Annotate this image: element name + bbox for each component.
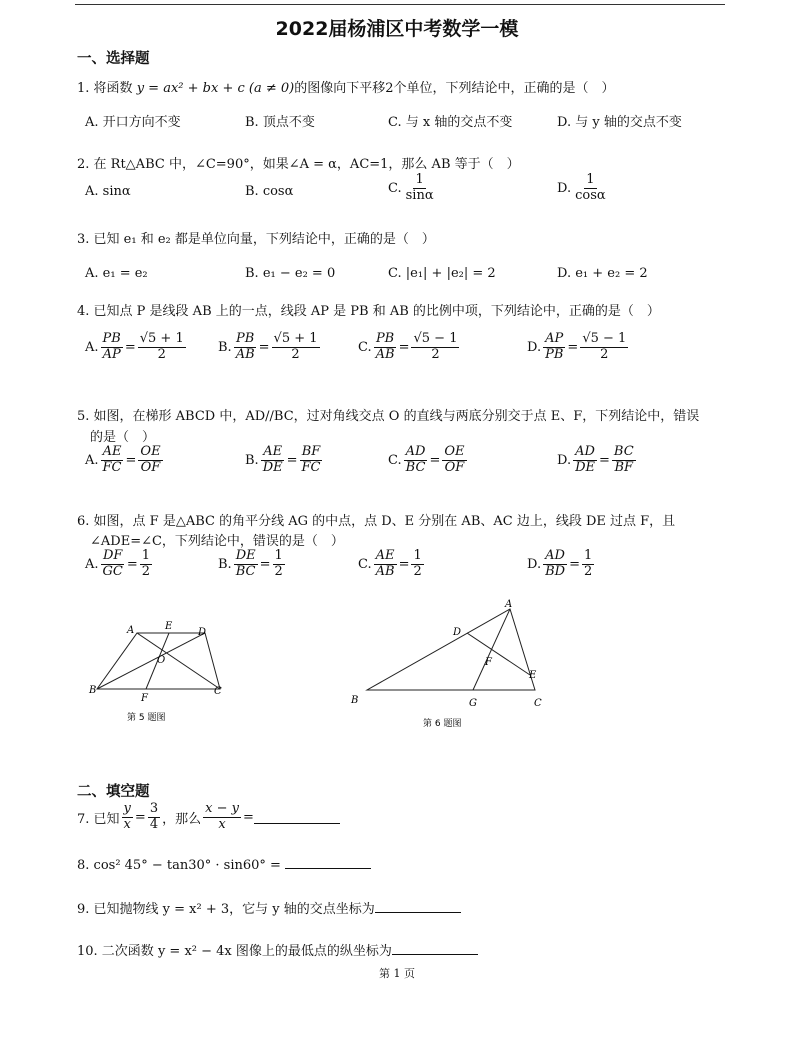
q4-b-n: PB [236,331,255,346]
q4-c-d: AB [375,346,395,362]
q2-d-num: 1 [586,172,595,187]
q6-b-rn: 1 [274,548,283,563]
q5-c-n1: AD [405,444,426,459]
q4-d-n: AP [545,331,564,346]
q4-d-d: PB [545,346,564,362]
fig5-label-a: A [127,625,135,636]
q4-a-d: AP [102,346,121,362]
fig5-label-f: F [141,693,148,704]
question-2: 2. 在 Rt△ABC 中，∠C=90°，如果∠A = α，AC=1，那么 AB 等于（ ） [77,157,520,172]
q7-prefix: 7. 已知 [77,811,120,827]
q1-option-b: B. 顶点不变 [245,115,315,130]
q5-c-label: C. [388,452,402,468]
q6-b-d: BC [235,563,256,579]
fig5-label-c: C [214,686,222,697]
q7-frac2-num: 3 [149,801,159,816]
q2-d-den: cosα [575,187,606,203]
q5-option-c: C. $\frac{AD}{BC}$ = $\frac{OE}{OF}$ [388,444,465,475]
q2-d-label: D. [557,180,572,196]
q1-pre: 将函数 [93,81,133,96]
question-8 [77,856,371,873]
q9-answer-blank[interactable] [375,900,461,913]
q5-b-d1: DE [262,459,283,475]
q5-option-a: A. $\frac{AE}{FC}$ = $\frac{OE}{OF}$ [85,444,161,475]
q8-text: 8. cos² 45° − tan30° · sin60° = [77,858,281,873]
figure-6-triangle [345,595,560,735]
q6-option-a: A. $\frac{DF}{GC}$ = $\frac{1}{2}$ [85,548,151,579]
q4-b-label: B. [218,339,232,355]
q4-a-label: A. [85,339,99,355]
q5-option-b: B. $\frac{AE}{DE}$ = $\frac{BF}{FC}$ [245,444,321,475]
question-10 [77,940,478,959]
q5-b-d2: FC [301,459,321,475]
question-4: 4. 已知点 P 是线段 AB 上的一点，线段 AP 是 PB 和 AB 的比例中项，下列结论中，正确的是（ ） [77,304,660,319]
q4-a-rn: √5 + 1 [139,331,184,346]
fig5-label-o: O [157,655,166,666]
q6-b-label: B. [218,556,232,572]
q7-frac1-den: x [123,816,131,832]
q9-text: 9. 已知抛物线 y = x² + 3，它与 y 轴的交点坐标为 [77,902,375,917]
question-9 [77,898,461,917]
q3-option-d: D. e₁ + e₂ = 2 [557,266,648,281]
fig6-label-f: F [485,657,492,668]
q2-option-c [388,173,438,204]
q6-a-rd: 2 [141,563,151,579]
q6-c-rd: 2 [413,563,422,579]
page-title: 2022届杨浦区中考数学一模 [275,18,519,40]
q6-d-n: AD [545,548,565,563]
q8-answer-blank[interactable] [285,856,371,869]
q6-option-d: D. $\frac{AD}{BD}$ = $\frac{1}{2}$ [527,548,593,579]
q3-option-a: A. e₁ = e₂ [85,266,148,281]
q6-c-d: AB [375,563,395,579]
fig6-label-c: C [534,698,542,709]
question-1 [77,77,614,96]
q4-c-n: PB [375,331,395,346]
q4-d-rd: 2 [600,346,609,362]
fig5-label-b: B [89,685,97,696]
q5-a-label: A. [85,452,99,468]
question-5-line2: 的是（ ） [90,430,156,445]
q1-num: 1. [77,81,90,96]
figure-5-trapezoid [85,615,235,730]
q4-option-d: D. $\frac{AP}{PB}$ = $\frac{√5 - 1}{2}$ [527,331,627,362]
q6-a-rn: 1 [141,548,151,563]
q6-option-c: C. $\frac{AE}{AB}$ = $\frac{1}{2}$ [358,548,422,579]
fig6-label-d: D [453,627,462,638]
q4-option-b: B. $\frac{PB}{AB}$ = $\frac{√5 + 1}{2}$ [218,331,318,362]
q4-b-rn: √5 + 1 [273,331,318,346]
q5-b-n2: BF [301,444,321,459]
section-fill-heading: 二、填空题 [77,784,150,800]
q4-a-n: PB [102,331,121,346]
q5-d-n2: BC [613,444,634,459]
fig6-label-g: G [469,698,477,709]
q1-post: 的图像向下平移2个单位，下列结论中，正确的是（ ） [294,81,615,96]
fig5-label-d: D [198,627,207,638]
page-footer: 第 1 页 [379,967,415,980]
q2-option-b: B. cosα [245,184,294,199]
q6-d-d: BD [545,563,566,579]
q3-option-c: C. |e₁| + |e₂| = 2 [388,266,496,281]
q1-option-c: C. 与 x 轴的交点不变 [388,115,513,130]
q1-func: y = ax² + bx + c (a ≠ 0) [136,81,295,96]
q4-c-rn: √5 − 1 [413,331,458,346]
q4-d-label: D. [527,339,542,355]
q6-option-b: B. $\frac{DE}{BC}$ = $\frac{1}{2}$ [218,548,283,579]
q7-frac3-num: x − y [205,801,239,816]
q4-b-rd: 2 [291,346,300,362]
q1-option-d: D. 与 y 轴的交点不变 [557,115,682,130]
q10-answer-blank[interactable] [392,942,478,955]
q5-d-d1: DE [575,459,596,475]
question-3: 3. 已知 e₁ 和 e₂ 都是单位向量，下列结论中，正确的是（ ） [77,232,435,247]
fig6-label-b: B [351,695,359,706]
q5-c-n2: OE [444,444,465,459]
q2-c-label: C. [388,180,402,196]
q5-a-d2: OF [140,459,161,475]
q7-frac3-den: x [218,816,226,832]
fig6-label-a: A [505,599,513,610]
q4-c-rd: 2 [431,346,440,362]
q5-option-d: D. $\frac{AD}{DE}$ = $\frac{BC}{BF}$ [557,444,634,475]
q7-answer-blank[interactable] [254,811,340,824]
q4-c-label: C. [358,339,372,355]
question-6-line1: 6. 如图，点 F 是△ABC 的角平分线 AG 的中点，点 D、E 分别在 AB、AC 边上，线段 DE 过点 F，且 [77,514,676,529]
q5-a-n2: OE [140,444,161,459]
fig6-triangle-abc [367,609,535,690]
question-6-line2: ∠ADE=∠C，下列结论中，错误的是（ ） [90,534,344,549]
q4-d-rn: √5 − 1 [582,331,627,346]
q5-d-d2: BF [614,459,634,475]
fig5-diagonal-bd [97,633,205,689]
fig6-segment-de [467,633,530,675]
q2-c-den: sinα [405,187,434,203]
section-choice-heading: 一、选择题 [77,51,150,67]
q6-d-rn: 1 [583,548,593,563]
q3-option-b: B. e₁ − e₂ = 0 [245,266,336,281]
q5-b-n1: AE [263,444,283,459]
q6-b-rd: 2 [274,563,283,579]
q6-d-label: D. [527,556,542,572]
fig5-caption: 第 5 题图 [127,713,166,723]
q2-option-d [557,173,610,204]
top-rule [75,4,725,5]
q7-frac1-num: y [123,801,131,816]
q4-b-d: AB [235,346,255,362]
q5-a-d1: FC [102,459,122,475]
q6-a-d: GC [102,563,123,579]
fig5-label-e: E [165,621,173,632]
fig6-label-e: E [529,670,537,681]
fig6-caption: 第 6 题图 [423,719,462,729]
q10-text: 10. 二次函数 y = x² − 4x 图像上的最低点的纵坐标为 [77,944,392,959]
q2-c-num: 1 [415,172,424,187]
q6-b-n: DE [235,548,256,563]
q5-b-label: B. [245,452,259,468]
question-7: 7. 已知 $\frac{y}{x}$ = $\frac{3}{4}$ ，那么 $\frac{x - y}{x}$ = [77,802,340,833]
q7-mid: ，那么 [162,811,202,827]
q4-option-a: A. $\frac{PB}{AP}$ = $\frac{√5 + 1}{2}$ [85,331,184,362]
q2-option-a: A. sinα [85,184,131,199]
q6-c-rn: 1 [413,548,422,563]
q5-a-n1: AE [102,444,122,459]
q6-c-n: AE [375,548,395,563]
q5-c-d2: OF [444,459,465,475]
q5-c-d1: BC [405,459,426,475]
q4-a-rd: 2 [157,346,166,362]
q7-frac2-den: 4 [149,816,159,832]
q4-option-c: C. $\frac{PB}{AB}$ = $\frac{√5 - 1}{2}$ [358,331,458,362]
q5-d-label: D. [557,452,572,468]
q6-a-label: A. [85,556,99,572]
q6-d-rd: 2 [583,563,593,579]
q1-option-a: A. 开口方向不变 [85,115,181,130]
q6-c-label: C. [358,556,372,572]
q6-a-n: DF [102,548,123,563]
q5-d-n1: AD [575,444,595,459]
question-5-line1: 5. 如图，在梯形 ABCD 中，AD//BC，过对角线交点 O 的直线与两底分别交于点 E、F，下列结论中，错误 [77,409,700,424]
